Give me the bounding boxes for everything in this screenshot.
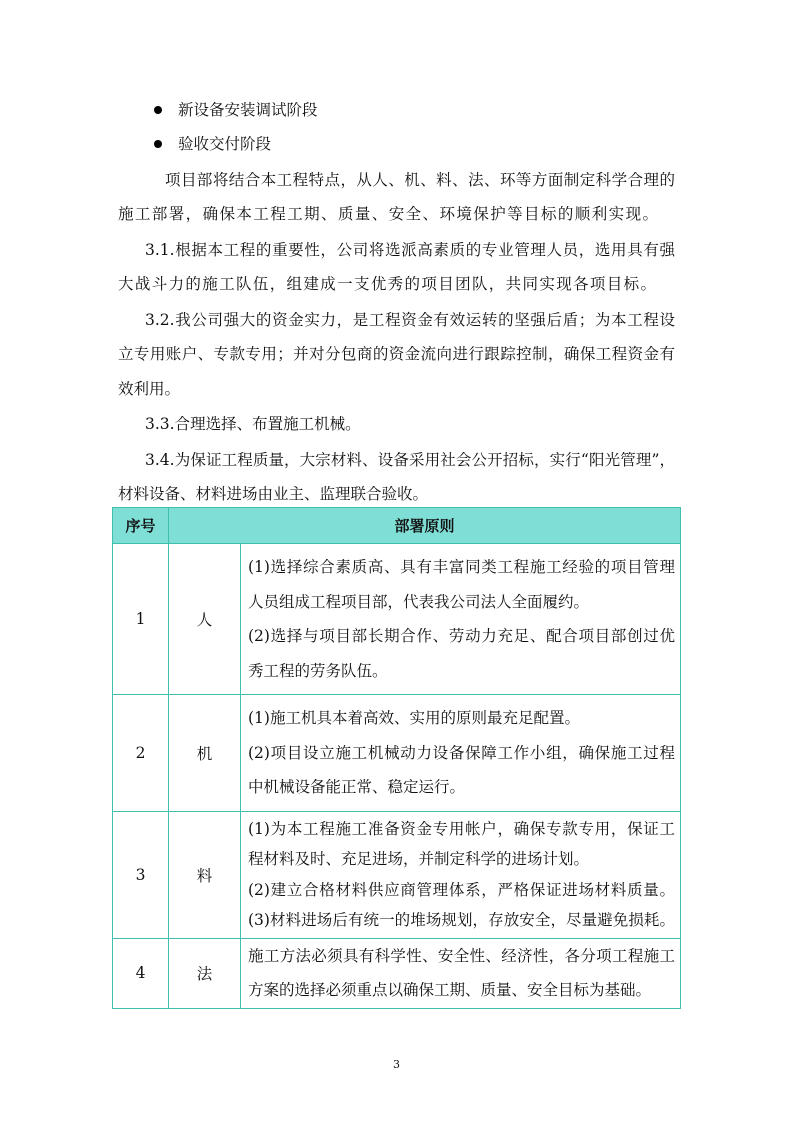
cell-line: 施工方法必须具有科学性、安全性、经济性，各分项工程施工 — [248, 946, 675, 965]
paragraph-line: 3.1.根据本工程的重要性，公司将选派高素质的专业管理人员，选用具有强 — [145, 241, 675, 259]
cell-line: (1)选择综合素质高、具有丰富同类工程施工经验的项目管理 — [248, 558, 675, 576]
cell-line: (1)为本工程施工准备资金专用帐户，确保专款专用，保证工 — [248, 819, 675, 838]
row-category: 人 — [169, 544, 241, 695]
paragraph-line: 3.4.为保证工程质量，大宗材料、设备采用社会公开招标，实行“阳光管理”， — [145, 451, 675, 469]
cell-line: 人员组成工程项目部，代表我公司法人全面履约。 — [248, 592, 590, 611]
table-header-row — [113, 508, 681, 544]
row-principle — [241, 544, 681, 695]
paragraph-line: 材料设备、材料进场由业主、监理联合验收。 — [118, 485, 429, 503]
header-index: 序号 — [113, 508, 169, 544]
table-row — [113, 544, 681, 695]
row-number: 3 — [113, 811, 169, 938]
row-number: 2 — [113, 695, 169, 812]
cell-line: (1)施工机具本着高效、实用的原则最充足配置。 — [248, 709, 580, 727]
cell-line: 中机械设备能正常、稳定运行。 — [248, 778, 466, 796]
bullet-dot — [154, 140, 162, 148]
row-number: 1 — [113, 544, 169, 695]
cell-line: (2)项目设立施工机械动力设备保障工作小组，确保施工过程 — [248, 743, 675, 762]
cell-line: 程材料及时、充足进场，并制定科学的进场计划。 — [248, 850, 590, 868]
row-principle — [241, 938, 681, 1008]
paragraph-line: 效利用。 — [118, 380, 181, 398]
deployment-table — [112, 507, 681, 1009]
table-row — [113, 695, 681, 812]
row-principle — [241, 695, 681, 812]
bullet-item: 新设备安装调试阶段 — [178, 101, 318, 119]
table-row — [113, 811, 681, 938]
paragraph-line: 大战斗力的施工队伍，组建成一支优秀的项目团队，共同实现各项目标。 — [118, 275, 656, 293]
page-number: 3 — [393, 1058, 400, 1071]
header-principle: 部署原则 — [169, 508, 681, 544]
row-number: 4 — [113, 938, 169, 1008]
row-principle — [241, 811, 681, 938]
row-category: 法 — [169, 938, 241, 1008]
bullet-dot — [154, 106, 162, 114]
cell-line: (2)建立合格材料供应商管理体系，严格保证进场材料质量。 — [248, 880, 675, 899]
cell-line: (3)材料进场后有统一的堆场规划，存放安全，尽量避免损耗。 — [248, 911, 675, 929]
cell-line: (2)选择与项目部长期合作、劳动力充足、配合项目部创过优 — [248, 627, 675, 645]
table-row — [113, 938, 681, 1008]
paragraph-line: 3.2.我公司强大的资金实力，是工程资金有效运转的坚强后盾；为本工程设 — [145, 311, 675, 329]
cell-line: 秀工程的劳务队伍。 — [248, 661, 388, 680]
paragraph-line: 立专用账户、专款专用；并对分包商的资金流向进行跟踪控制，确保工程资金有 — [118, 345, 675, 363]
paragraph-line: 3.3.合理选择、布置施工机械。 — [145, 415, 361, 433]
paragraph-line: 施工部署，确保本工程工期、质量、安全、环境保护等目标的顺利实现。 — [118, 205, 658, 223]
paragraph-line: 项目部将结合本工程特点，从人、机、料、法、环等方面制定科学合理的 — [165, 171, 675, 189]
cell-line: 方案的选择必须重点以确保工期、质量、安全目标为基础。 — [248, 981, 652, 999]
row-category: 机 — [169, 695, 241, 812]
bullet-item: 验收交付阶段 — [178, 135, 272, 153]
row-category: 料 — [169, 811, 241, 938]
